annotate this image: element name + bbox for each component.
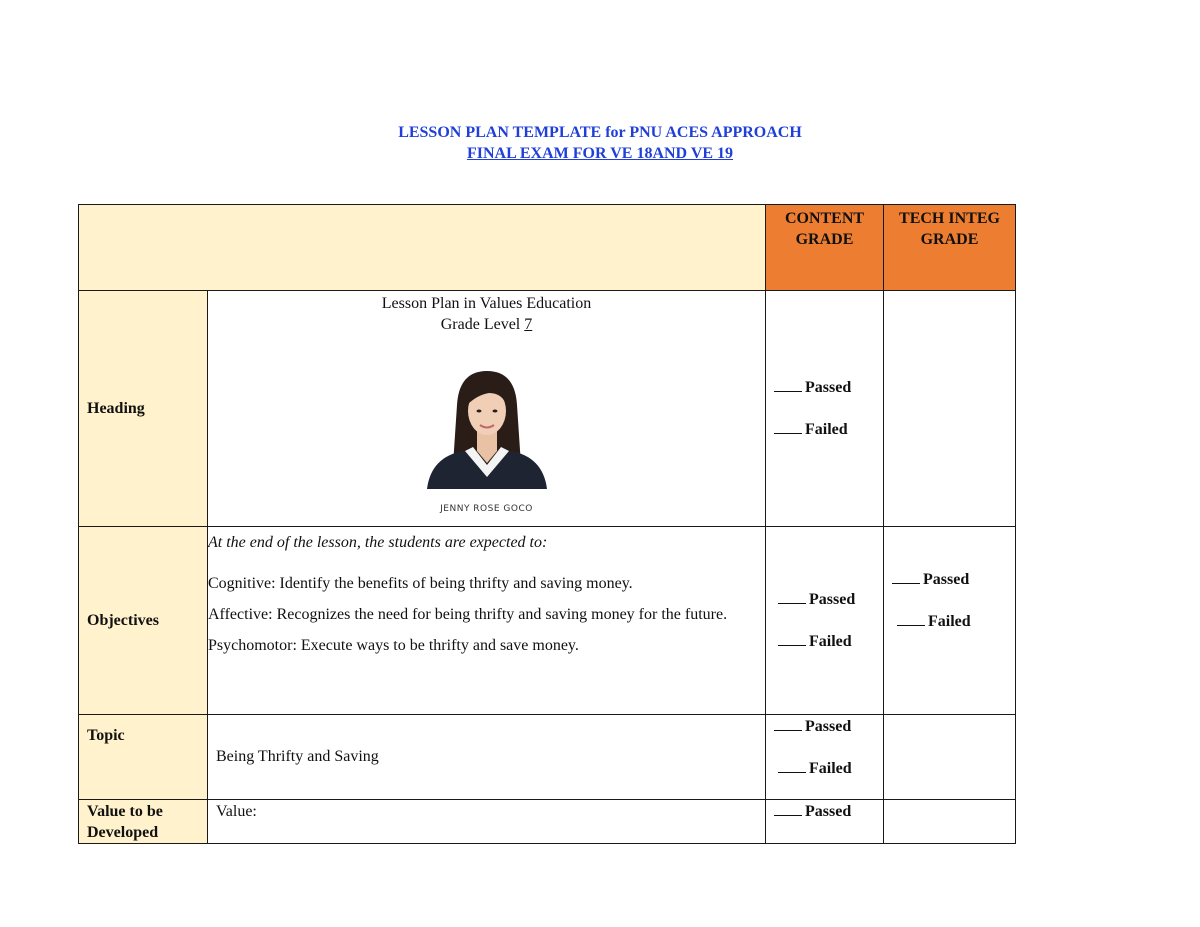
- student-photo: [423, 365, 551, 514]
- passed-label: Passed: [809, 591, 856, 608]
- photo-caption: JENNY ROSE GOCO: [440, 504, 533, 514]
- heading-label: Heading: [79, 291, 208, 527]
- objective-psychomotor: Psychomotor: Execute ways to be thrifty and save money.: [208, 637, 579, 654]
- topic-failed-option[interactable]: [774, 758, 883, 779]
- title-line-1: LESSON PLAN TEMPLATE for PNU ACES APPROACH: [398, 124, 802, 141]
- tech-integ-grade-header: [884, 205, 1016, 291]
- tech-integ-grade-label: TECH INTEG GRADE: [899, 210, 1000, 248]
- document-title: [0, 122, 1200, 164]
- objectives-passed-option[interactable]: [778, 589, 883, 610]
- value-row: [79, 800, 1016, 844]
- objective-affective: Affective: Recognizes the need for being thrifty and saving money for the future.: [208, 606, 728, 623]
- topic-value: Being Thrifty and Saving: [208, 715, 766, 800]
- content-grade-header: [766, 205, 884, 291]
- passed-label: Passed: [805, 379, 852, 396]
- topic-row: [79, 715, 1016, 800]
- passed-label: Passed: [805, 803, 852, 820]
- objectives-tech-failed-option[interactable]: [892, 611, 1015, 632]
- topic-tech-grade: [884, 715, 1016, 800]
- portrait-image: [423, 365, 551, 493]
- objectives-tech-passed-option[interactable]: [892, 569, 1015, 590]
- passed-label: Passed: [923, 571, 970, 588]
- title-line-2: FINAL EXAM FOR VE 18AND VE 19: [466, 145, 734, 162]
- topic-content-grade: [766, 715, 884, 800]
- objectives-failed-option[interactable]: [778, 631, 883, 652]
- topic-label: Topic: [79, 715, 208, 800]
- topic-passed-option[interactable]: [774, 716, 883, 737]
- heading-passed-option[interactable]: [774, 377, 883, 398]
- grade-level-value: 7: [524, 316, 533, 333]
- value-passed-option[interactable]: [774, 801, 883, 822]
- heading-row: [79, 291, 1016, 527]
- heading-content-grade: [766, 291, 884, 527]
- objectives-row: [79, 527, 1016, 715]
- heading-failed-option[interactable]: [774, 419, 883, 440]
- failed-label: Failed: [928, 613, 971, 630]
- lesson-plan-table: [78, 204, 1016, 844]
- objectives-content: [208, 527, 766, 715]
- objectives-tech-grade: [884, 527, 1016, 715]
- grade-level-prefix: Grade Level: [440, 316, 525, 333]
- heading-tech-grade: [884, 291, 1016, 527]
- value-content-grade: [766, 800, 884, 844]
- value-content: Value:: [208, 800, 766, 844]
- header-row: [79, 205, 1016, 291]
- heading-grade-level: [208, 314, 765, 335]
- heading-title: Lesson Plan in Values Education: [381, 295, 592, 312]
- content-grade-label: CONTENT GRADE: [784, 210, 865, 248]
- failed-label: Failed: [805, 421, 848, 438]
- failed-label: Failed: [809, 760, 852, 777]
- value-label: Value to be Developed: [79, 800, 208, 844]
- objective-cognitive: Cognitive: Identify the benefits of being thrifty and saving money.: [208, 575, 633, 592]
- objectives-intro: At the end of the lesson, the students are expected to:: [208, 534, 548, 551]
- heading-content: [208, 291, 766, 527]
- header-blank-cell: [79, 205, 766, 291]
- failed-label: Failed: [809, 633, 852, 650]
- value-tech-grade: [884, 800, 1016, 844]
- objectives-label: Objectives: [79, 527, 208, 715]
- passed-label: Passed: [805, 718, 852, 735]
- objectives-content-grade: [766, 527, 884, 715]
